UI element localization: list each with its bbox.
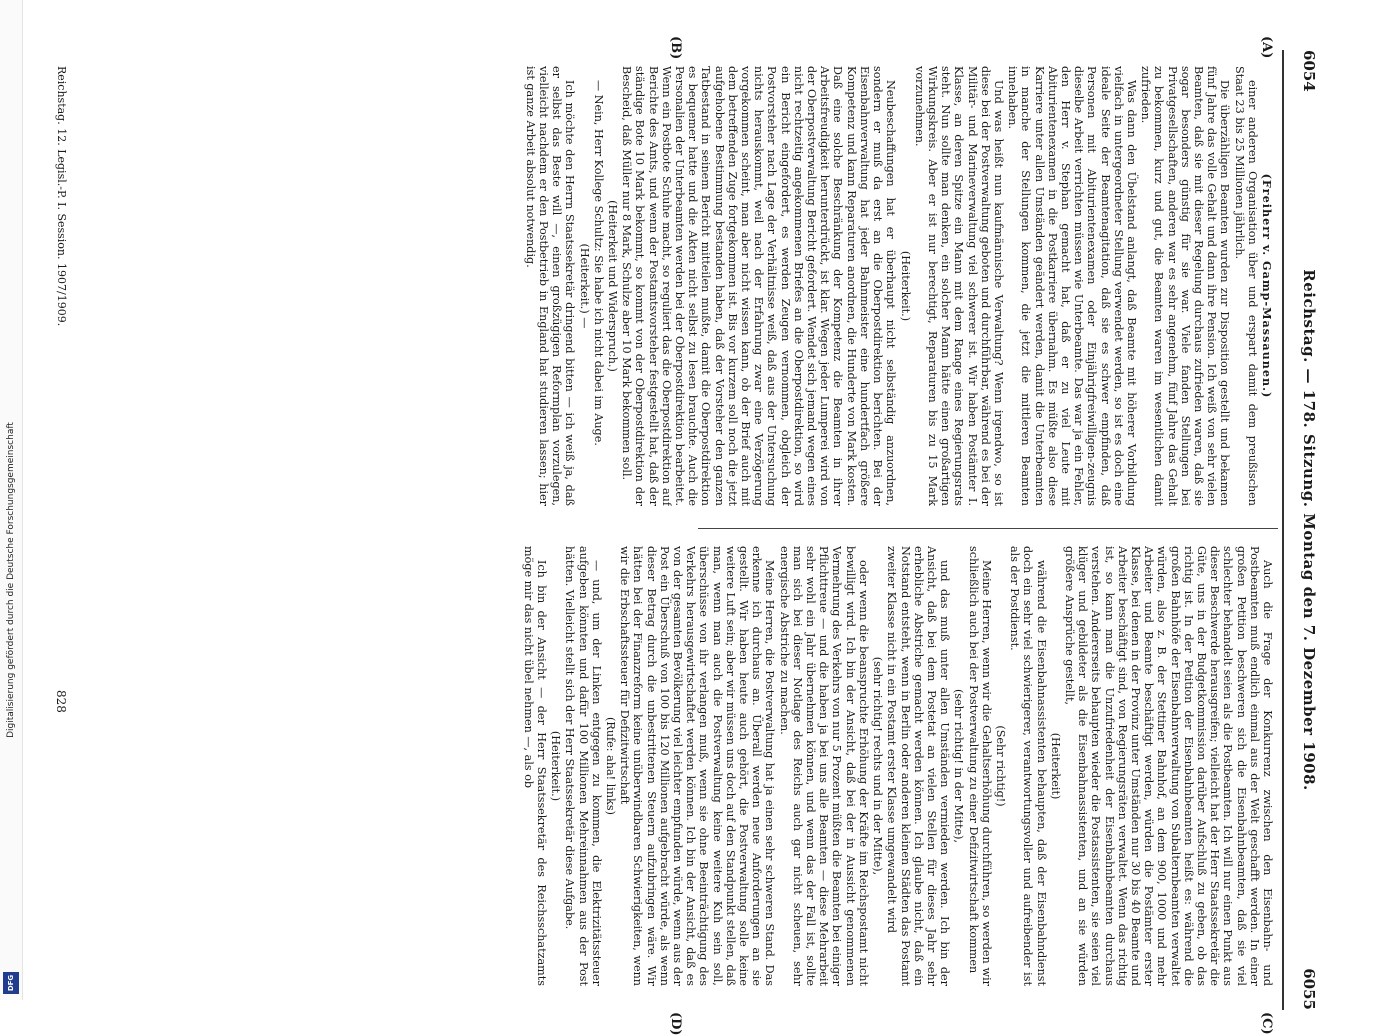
- paragraph: oder wenn die beanspruchte Erhöhung der Kräfte im Reichspostamt nicht bewilligt wird. Ich bin der Ansicht, daß bei der in Aussicht genommenen Vermehrung des Verkehrs von nur 5 Prozent müßten die Beamten bei einiger Pflichttreue — und die haben ja bei uns alle Beamten — diese Mehrarbeit sehr wohl ein Jahr übernehmen können, und wenn das der Fall ist, sollte man sich bei dieser Notlage des Reichs auch gar nicht scheuen, sehr energische Abstriche zu machen.: [777, 546, 870, 986]
- paragraph: Die überzähligen Beamten wurden zur Disposition gestellt und bekamen fünf Jahre das volle Gehalt und dann ihre Pension. Ich weiß von sehr vielen Beamten, daß sie mit dieser Regelung durchaus zufrieden waren, daß sie sogar besonders günstig für sie war. Viele fanden Stellungen bei Privatgesellschaften, anderen war es sehr angenehm, fünf Jahre das Gehalt zu bekommen, kurz und gut, die Beamten waren im wesentlichen damit zufrieden.: [1139, 66, 1232, 506]
- interjection: (Heiterkeit.): [549, 730, 563, 802]
- paragraph: Auch die Frage der Konkurrenz zwischen den Eisenbahn- und Postbeamten muß endlich einmal aus der Welt geschafft werden. In einer großen Petition beschweren sich die Eisenbahnbeamten, daß sie viel schlechter behandelt seien als die Postbeamten. Ich will nur einen Punkt aus dieser Beschwerde herausgreifen; vielleicht hat der Herr Staatssekretär die Güte, uns in der Budgetkommission darüber Aufschluß zu geben, ob das richtig ist. In der Petition der Eisenbahnbeamten heißt es: während die großen Bahnhöfe der Eisenbahnverwaltung von Subalternbeamten verwaltet würden, also z. B. der Stettiner Bahnhof, an dem 900, 1000 und mehr Arbeiter und Beamte beschäftigt werden, würden die Postämter erster Klasse, bei denen in der Provinz unter Umständen nur 30 bis 40 Beamte und Arbeiter beschäftigt sind, von Regierungsräten verwaltet. Wenn das richtig ist, so kann man die Unzufriedenheit der Eisenbahnbeamten durchaus verstehen. Andererseits behaupten wieder die Postassistenten, sie seien viel klüger und gebildeter als die Eisenbahnassistenten, und an sie würden größere Ansprüche gestellt,: [1062, 546, 1274, 986]
- column-separator: [698, 528, 1278, 529]
- paragraph: Meine Herren, wenn wir die Gehaltserhöhung durchführen, so werden wir schließlich auch bei der Postverwaltung zu einer Defizitwirtschaft kommen: [966, 546, 993, 986]
- paragraph: Ich möchte den Herrn Staatssekretär dringend bitten — ich weiß ja, daß er selbst das Beste will —, einen großzügigen Reformplan vorzulegen, vielleicht nachdem er den Postbetrieb in England hat studieren lassen; hier ist ganze Arbeit absolut notwendig.: [523, 66, 577, 506]
- interjection: (Heiterkeit und Widerspruch.): [606, 200, 620, 372]
- left-column: [84, 66, 1274, 506]
- rotated-page: [54, 36, 1318, 1036]
- interjection: (Rufe: aha! links): [604, 717, 618, 815]
- page-number-right: 6055: [1300, 968, 1318, 1010]
- margin-marker-b: (B): [668, 36, 683, 60]
- interjection: (sehr richtig! rechts und in der Mitte),: [871, 656, 885, 876]
- interjection: (sehr richtig! in der Mitte),: [952, 688, 966, 844]
- digitization-strip: [0, 0, 23, 1000]
- header-rule: [1282, 50, 1284, 1010]
- paragraph: — und, um der Linken entgegen zu kommen, die Elektrizitätssteuer aufgeben könnten und dafür 100 Millionen Mehreinnahmen aus der Post hätten. Vielleicht stellt sich der Herr Staatssekretär diese Aufgabe.: [563, 546, 603, 986]
- paragraph: einer anderen Organisation über und erspart damit dem preußischen Staat 23 bis 25 Millionen jährlich.: [1232, 66, 1259, 506]
- margin-marker-a: (A): [1259, 36, 1274, 59]
- margin-marker-c: (C): [1259, 1012, 1274, 1035]
- page-header: [1286, 50, 1318, 1010]
- page-footer: [55, 66, 68, 506]
- paragraph: Und was heißt nun kaufmännische Verwaltung? Wenn irgendwo, so ist diese bei der Postverwaltung geboten und durchführbar, während es bei der Militär- und Marineverwaltung viel schwerer ist. Wir haben Postämter I. Klasse, an deren Spitze ein Mann mit dem Range eines Regierungsrats steht. Nun sollte man denken, ein solcher Mann hätte einen großartigen Wirkungskreis. Aber er ist nur berechtigt, Reparaturen bis zu 15 Mark vorzunehmen.: [912, 66, 1005, 506]
- margin-marker-d: (D): [668, 1012, 683, 1036]
- dfg-logo: [3, 972, 19, 994]
- page-number-left: 6054: [1300, 50, 1318, 92]
- interjection: (Heiterkeit.): [898, 250, 912, 322]
- page-title: Reichstag. — 178. Sitzung. Montag den 7. Dezember 1908.: [1300, 269, 1318, 791]
- speaker-name: (Freiherr v. Gamp-Massaunen.): [1260, 173, 1274, 399]
- interjection: (Heiterkeit.) —: [577, 243, 591, 329]
- interjection: (Sehr richtig!): [993, 725, 1007, 807]
- paragraph: Meine Herren, die Postverwaltung hat ja einen sehr schweren Stand. Das erkenne ich durchaus an. Überall werden neue Anforderungen an sie gestellt. Wir haben heute auch gehört, die Postverwaltung solle keine weitere Luft sein; aber wir müssen uns doch auf den Standpunkt stellen, daß man, wenn man auch die Postverwaltung keine weitere Kuh sein soll, überschüsse von ihr verlangen muß, wenn sie ohne Beeinträchtigung des Verkehrs herausgewirtschaftet werden können. Ich bin der Ansicht, daß es von der gesamten Bevölkerung viel leichter empfunden würde, wenn aus der Post ein Überschuß von 100 bis 120 Millionen aufgebracht würde, als wenn dieser Betrag durch die unbestrittenen Steuern aufzubringen wäre. Wir hätten bei der Finanzreform keine unüberwindbaren Schwierigkeiten, wenn wir die Erbschaftssteuer für Defizitwirtschaft: [618, 546, 777, 986]
- paragraph: Was dann den Übelstand anlangt, daß Beamte mit höherer Vorbildung vielfach in untergeordneter Stellung verwendet werden, so ist es doch eine ideale Seite der Beamtenagitation, daß sie es schwer empfinden, daß Personen mit Abiturientenexamen oder Einjährigfreiwilligen-zeugnis dieselbe Arbeit verrichten müssen wie Unterbeamte. Das war ja ein Fehler, den Herr v. Stephan gemacht hat, daß er zu viel Leute mit Abiturientenexamen in die Postkarriere übernahm. Es müßte also diese Karriere unter allen Umständen geändert werden, damit die Unterbeamten in manche der Stellungen kommen, die jetzt die mittleren Beamten innehaben.: [1006, 66, 1138, 506]
- paragraph: — Nein, Herr Kollege Schultz: Sie habe ich nicht dabei im Auge.: [591, 80, 605, 446]
- dfg-funding-note: Digitalisierung gefördert durch die Deutsche Forschungsgemeinschaft: [6, 422, 16, 738]
- paragraph: Ich bin der Ansicht — der Herr Staatssekretär des Reichsschatzamts möge mir das nicht übel nehmen —, als ob: [521, 546, 549, 986]
- paragraph: Neubeschaffungen hat er überhaupt nicht selbständig anzuordnen, sondern er muß da erst an die Oberpostdirektion berichten. Bei der Eisenbahnverwaltung hat jeder Bahnmeister eine hundertfach größere Kompetenz und kann Reparaturen anordnen, die Hunderte von Mark kosten. Daß eine solche Beschränkung der Kompetenz die Beamten in ihrer Arbeitsfreudigkeit herunterdrückt, ist klar. Wegen jeder Lumperei wird von der Oberpostverwaltung Bericht gefordert. Wendet sich jemand wegen eines nicht rechtzeitig angekommenen Briefes an die Oberpostdirektion, so wird ein Bericht eingefordert, es werden Zeugen vernommen, obgleich der Postvorsteher nach Lage der Verhältnisse weiß, daß aus der Untersuchung nichts herauskommt, weil nach der Erfahrung zwar eine Verzögerung vorgekommen scheint, man aber nicht wissen kann, ob der Brief auch mit dem betreffenden Zuge fortgekommen ist. Bis vor kurzem soll noch die jetzt aufgehobene Bestimmung bestanden haben, daß der Vorsteher den ganzen Tatbestand in seinem Bericht mitteilen mußte, damit die Oberpostdirektion es bequemer hatte und die Akten nicht selbst zu lesen brauchte. Auch die Personalien der Unterbeamten werden bei der Oberpostdirektion bearbeitet. Wenn ein Postbote Schuhe macht, so reguliert das die Oberpostdirektion auf Berichte des Amts, und wenn der Postamtsvorsteher festgestellt hat, daß der ständige Bote 10 Mark bekommt, so kommt von der Oberpostdirektion der Bescheid, daß Müller nur 8 Mark, Schulze aber 10 Mark bekommen soll.: [620, 66, 898, 506]
- dfg-logo-text: DFG: [7, 974, 15, 992]
- footer-session-info: Reichstag. 12. Legisl.-P. I. Session. 1907/1909.: [55, 66, 68, 327]
- paragraph: während die Eisenbahnassistenten behaupten, daß der Eisenbahndienst doch ein sehr viel schwierigerer, verantwortungsvoller und aufreibender ist als der Postdienst.: [1008, 546, 1048, 986]
- sheet-number: 828: [54, 690, 68, 713]
- right-column: [84, 546, 1274, 986]
- paragraph: und das muß unter allen Umständen vermieden werden. Ich bin der Ansicht, daß bei dem Postetat an vielen Stellen für dieses Jahr sehr erhebliche Abstriche gemacht werden können. Ich glaube nicht, daß ein Notstand entsteht, wenn in Berlin oder anderen kleinen Städten das Postamt zweiter Klasse nicht in ein Postamt erster Klasse umgewandelt wird: [885, 546, 952, 986]
- interjection: (Heiterkeit): [1048, 732, 1062, 800]
